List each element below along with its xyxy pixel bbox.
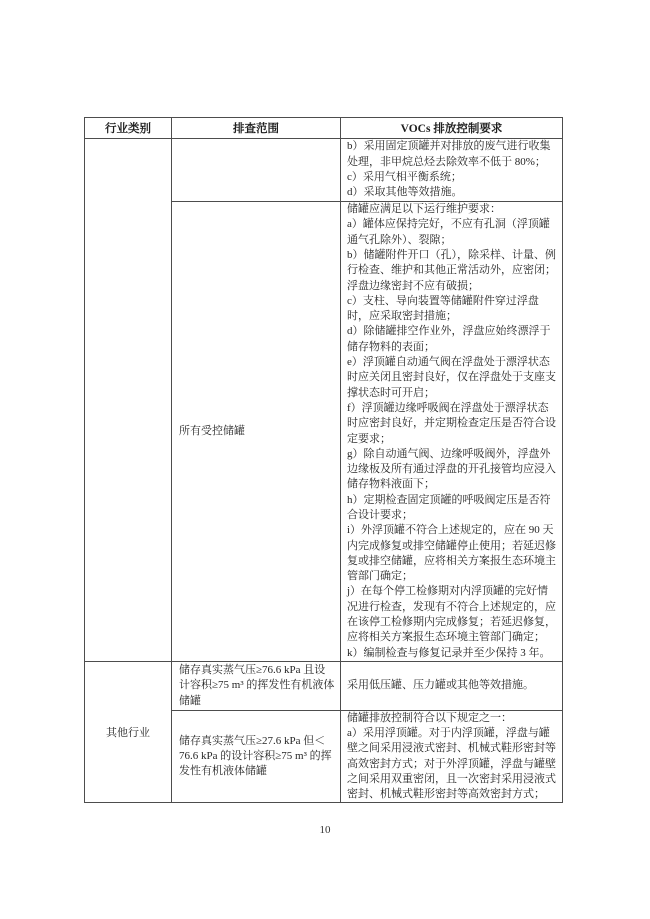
requirements-cell-pressure-tank [341, 662, 563, 711]
requirement-line: a）罐体应保持完好，不应有孔洞（浮顶罐通气孔除外）、裂隙； [347, 218, 550, 246]
scope-cell-vapor-pressure-high: 储存真实蒸气压≥76.6 kPa 且设计容积≥75 m³ 的挥发性有机液体储罐 [172, 662, 341, 711]
requirement-line: c）采用气相平衡系统； [347, 171, 462, 183]
requirement-line: d）除储罐排空作业外，浮盘应始终漂浮于储存物料的表面； [347, 325, 551, 353]
table-row-high-vapor-pressure [85, 662, 563, 711]
requirements-cell-bcd [341, 139, 563, 202]
requirement-line: e）浮顶罐自动通气阀在浮盘处于漂浮状态时应关闭且密封良好，仅在浮盘处于支座支撑状态时可开启； [347, 356, 556, 399]
page-number: 10 [319, 824, 331, 836]
requirement-line: b）储罐附件开口（孔），除采样、计量、例行检查、维护和其他正常活动外，应密闭；浮盘边缘密封不应有破损； [347, 248, 556, 292]
header-industry-category: 行业类别 [85, 118, 172, 139]
requirement-line: h）定期检查固定顶罐的呼吸阀定压是否符合设计要求； [347, 493, 551, 521]
requirement-line: j）在每个停工检修期对内浮顶罐的完好情况进行检查，发现有不符合上述规定的，应在该停工检修期内完成修复；若延迟修复，应将相关方案报生态环境主管部门确定； [347, 585, 556, 644]
requirement-line: b）采用固定顶罐并对排放的废气进行收集处理，非甲烷总烃去除效率不低于 80%； [347, 140, 551, 168]
requirement-line: d）采取其他等效措施。 [347, 186, 463, 199]
requirement-line: g）除自动通气阀、边缘呼吸阀外，浮盘外边缘板及所有通过浮盘的开孔接管均应浸入储存物料液面下； [347, 447, 556, 491]
header-inspection-scope: 排查范围 [172, 118, 341, 139]
requirements-cell-maintenance [341, 202, 563, 662]
category-cell-continued [85, 139, 172, 662]
header-vocs-requirements: VOCs 排放控制要求 [341, 118, 563, 139]
requirement-line: f）浮顶罐边缘呼吸阀在浮盘处于漂浮状态时应密封良好，并定期检查定压是否符合设定要求； [347, 401, 556, 445]
category-cell-other-industries: 其他行业 [85, 662, 172, 803]
scope-cell-vapor-pressure-mid: 储存真实蒸气压≥27.6 kPa 但＜76.6 kPa 的设计容积≥75 m³ 的挥发性有机液体储罐 [172, 711, 341, 803]
requirement-line: 储罐应满足以下运行维护要求： [347, 203, 501, 216]
vocs-control-table [84, 117, 563, 803]
requirement-line: a）采用浮顶罐。对于内浮顶罐，浮盘与罐壁之间采用浸液式密封、机械式鞋形密封等高效密封方式；对于外浮顶罐，浮盘与罐壁之间采用双重密闭，且一次密封采用浸液式密封、机械式鞋形密封等高效密封方式； [347, 726, 556, 801]
requirement-line: 储罐排放控制符合以下规定之一： [347, 711, 512, 724]
requirement-line: k）编制检查与修复记录并至少保持 3 年。 [347, 646, 551, 659]
requirement-line: c）支柱、导向装置等储罐附件穿过浮盘时，应采取密封措施； [347, 294, 539, 323]
requirements-cell-floating-roof [341, 711, 563, 803]
table-row-fixed-roof-options [85, 139, 563, 202]
scope-cell-all-controlled-tanks: 所有受控储罐 [172, 202, 341, 662]
table-header-row [85, 118, 563, 139]
scope-cell-empty [172, 139, 341, 202]
requirement-line: 采用低压罐、压力罐或其他等效措施。 [347, 679, 534, 692]
requirement-line: i）外浮顶罐不符合上述规定的，应在 90 天内完成修复或排空储罐停止使用；若延迟修复或排空储罐，应将相关方案报生态环境主管部门确定； [347, 524, 556, 583]
